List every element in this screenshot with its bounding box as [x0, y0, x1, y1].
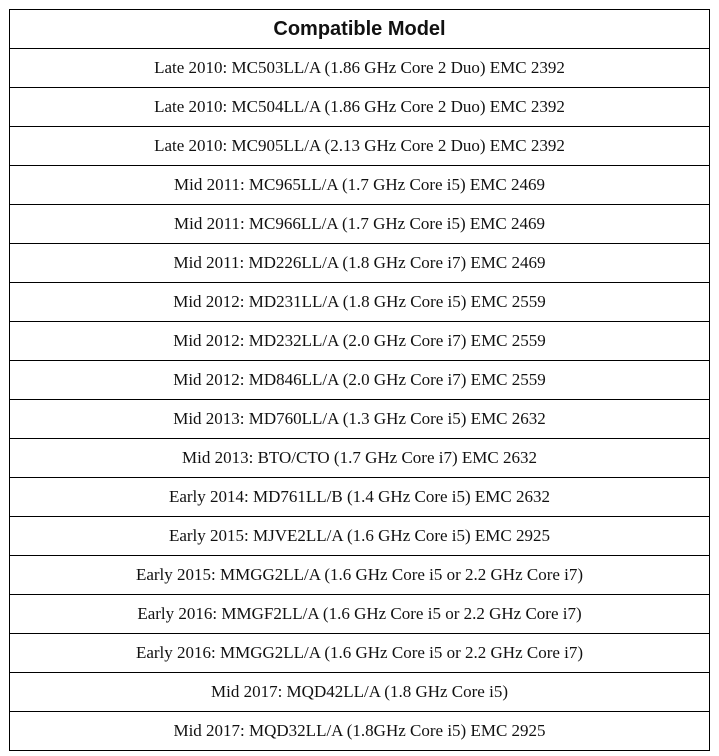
- table-header-compatible-model: Compatible Model: [10, 10, 710, 49]
- model-cell: Mid 2011: MD226LL/A (1.8 GHz Core i7) EMC 2469: [10, 244, 710, 283]
- table-row: [10, 478, 710, 517]
- table-header-row: [10, 10, 710, 49]
- model-cell: Mid 2012: MD846LL/A (2.0 GHz Core i7) EMC 2559: [10, 361, 710, 400]
- model-cell: Mid 2012: MD231LL/A (1.8 GHz Core i5) EMC 2559: [10, 283, 710, 322]
- table-row: [10, 205, 710, 244]
- model-cell: Mid 2013: MD760LL/A (1.3 GHz Core i5) EMC 2632: [10, 400, 710, 439]
- table-row: [10, 283, 710, 322]
- table-row: [10, 88, 710, 127]
- model-cell: Early 2016: MMGG2LL/A (1.6 GHz Core i5 or 2.2 GHz Core i7): [10, 634, 710, 673]
- table-row: [10, 127, 710, 166]
- model-cell: Early 2016: MMGF2LL/A (1.6 GHz Core i5 or 2.2 GHz Core i7): [10, 595, 710, 634]
- model-cell: Mid 2017: MQD32LL/A (1.8GHz Core i5) EMC 2925: [10, 712, 710, 751]
- table-row: [10, 49, 710, 88]
- model-cell: Mid 2011: MC966LL/A (1.7 GHz Core i5) EMC 2469: [10, 205, 710, 244]
- model-cell: Early 2015: MMGG2LL/A (1.6 GHz Core i5 or 2.2 GHz Core i7): [10, 556, 710, 595]
- table-body: [10, 49, 710, 751]
- table-row: [10, 634, 710, 673]
- model-cell: Late 2010: MC503LL/A (1.86 GHz Core 2 Duo) EMC 2392: [10, 49, 710, 88]
- model-cell: Mid 2013: BTO/CTO (1.7 GHz Core i7) EMC 2632: [10, 439, 710, 478]
- model-cell: Mid 2012: MD232LL/A (2.0 GHz Core i7) EMC 2559: [10, 322, 710, 361]
- compatible-model-table: [9, 9, 710, 751]
- table-row: [10, 244, 710, 283]
- model-cell: Late 2010: MC905LL/A (2.13 GHz Core 2 Duo) EMC 2392: [10, 127, 710, 166]
- model-cell: Mid 2017: MQD42LL/A (1.8 GHz Core i5): [10, 673, 710, 712]
- compatibility-table-wrapper: [9, 9, 710, 751]
- table-row: [10, 712, 710, 751]
- model-cell: Early 2014: MD761LL/B (1.4 GHz Core i5) EMC 2632: [10, 478, 710, 517]
- table-row: [10, 322, 710, 361]
- table-row: [10, 556, 710, 595]
- model-cell: Early 2015: MJVE2LL/A (1.6 GHz Core i5) EMC 2925: [10, 517, 710, 556]
- table-row: [10, 439, 710, 478]
- table-row: [10, 673, 710, 712]
- table-row: [10, 400, 710, 439]
- model-cell: Mid 2011: MC965LL/A (1.7 GHz Core i5) EMC 2469: [10, 166, 710, 205]
- table-row: [10, 517, 710, 556]
- table-row: [10, 595, 710, 634]
- table-row: [10, 166, 710, 205]
- table-row: [10, 361, 710, 400]
- model-cell: Late 2010: MC504LL/A (1.86 GHz Core 2 Duo) EMC 2392: [10, 88, 710, 127]
